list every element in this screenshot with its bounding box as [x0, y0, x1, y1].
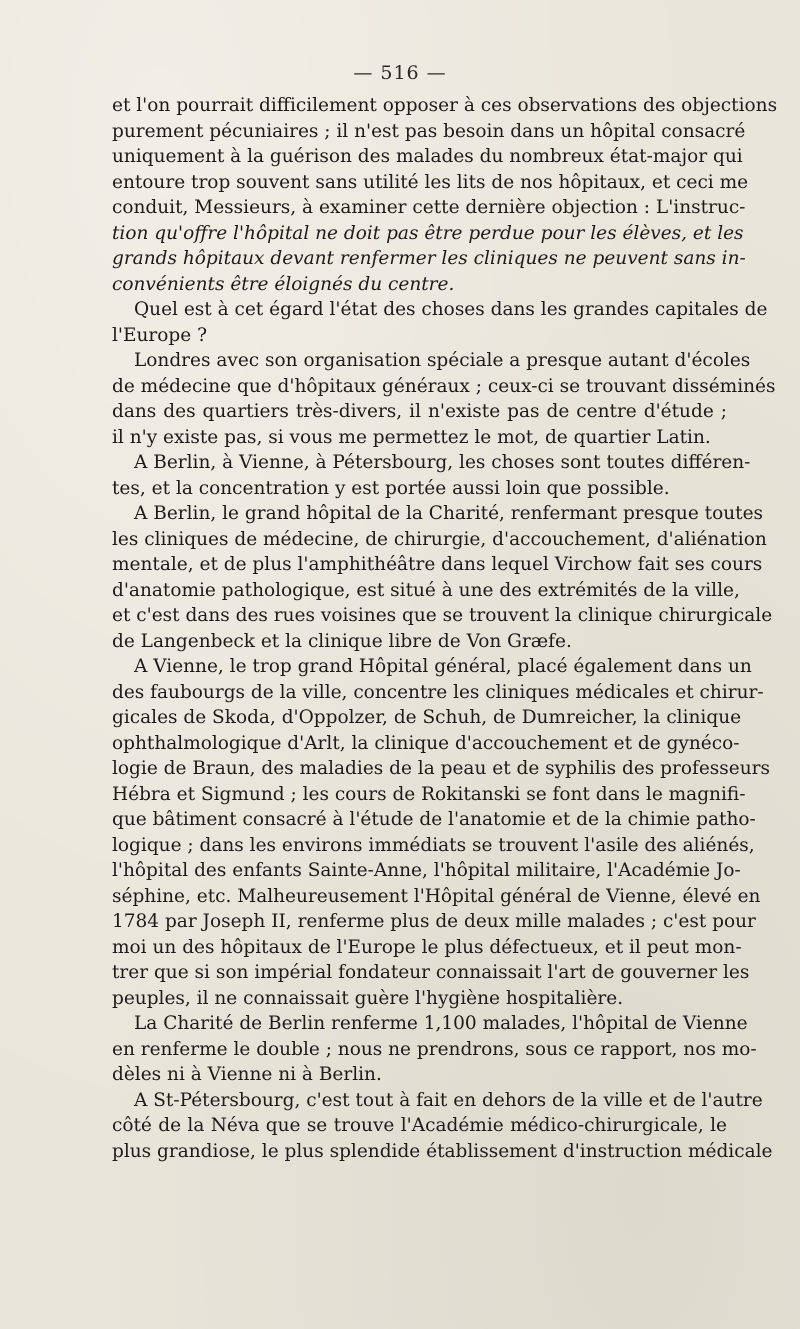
- text-line: et c'est dans des rues voisines que se trouvent la clinique chirurgicale: [112, 605, 773, 626]
- text-line: conduit, Messieurs, à examiner cette dernière objection : L'instruc-: [112, 197, 746, 218]
- text-line: Hébra et Sigmund ; les cours de Rokitanski se font dans le magnifi-: [112, 783, 746, 805]
- text-line: 1784 par Joseph II, renferme plus de deux mille malades ; c'est pour: [112, 911, 756, 932]
- text-line: ophthalmologique d'Arlt, la clinique d'accouchement et de gynéco-: [112, 732, 740, 754]
- text-line: d'anatomie pathologique, est situé à une des extrémités de la ville,: [112, 579, 740, 601]
- text-line: A Berlin, à Vienne, à Pétersbourg, les choses sont toutes différen-: [134, 452, 751, 473]
- text-line: tes, et la concentration y est portée aussi loin que possible.: [112, 477, 670, 499]
- text-line: dans des quartiers très-divers, il n'existe pas de centre d'étude ;: [112, 401, 727, 422]
- text-line: et l'on pourrait difficilement opposer à ces observations des objections: [112, 95, 778, 116]
- text-line: l'Europe ?: [112, 324, 207, 346]
- text-line: des faubourgs de la ville, concentre les cliniques médicales et chirur-: [112, 681, 764, 703]
- text-line: Quel est à cet égard l'état des choses dans les grandes capitales de: [134, 299, 768, 320]
- text-line: en renferme le double ; nous ne prendrons, sous ce rapport, nos mo-: [112, 1038, 757, 1060]
- text-line: A St-Pétersbourg, c'est tout à fait en dehors de la ville et de l'autre: [134, 1089, 763, 1111]
- text-line: Londres avec son organisation spéciale a presque autant d'écoles: [134, 350, 751, 371]
- text-line: de médecine que d'hôpitaux généraux ; ceux-ci se trouvant disséminés: [112, 375, 776, 397]
- text-line: trer que si son impérial fondateur connaissait l'art de gouverner les: [112, 962, 750, 983]
- text-line: l'hôpital des enfants Sainte-Anne, l'hôpital militaire, l'Académie Jo-: [112, 860, 741, 881]
- text-line: de Langenbeck et la clinique libre de Von Græfe.: [112, 630, 572, 652]
- text-line: côté de la Néva que se trouve l'Académie médico-chirurgicale, le: [112, 1115, 727, 1136]
- text-line: uniquement à la guérison des malades du nombreux état-major qui: [112, 146, 743, 167]
- text-line: les cliniques de médecine, de chirurgie, d'accouchement, d'aliénation: [112, 528, 767, 550]
- text-line: A Vienne, le trop grand Hôpital général, placé également dans un: [134, 656, 752, 677]
- text-line: mentale, et de plus l'amphithéâtre dans lequel Virchow fait ses cours: [112, 554, 763, 575]
- text-line: purement pécuniaires ; il n'est pas besoin dans un hôpital consacré: [112, 120, 746, 142]
- text-line: moi un des hôpitaux de l'Europe le plus défectueux, et il peut mon-: [112, 936, 742, 958]
- body-text: [112, 93, 778, 1164]
- text-line: La Charité de Berlin renferme 1,100 malades, l'hôpital de Vienne: [134, 1013, 748, 1034]
- text-line: gicales de Skoda, d'Oppolzer, de Schuh, de Dumreicher, la clinique: [112, 707, 742, 728]
- text-line: logique ; dans les environs immédiats se trouvent l'asile des aliénés,: [112, 834, 755, 856]
- text-line: que bâtiment consacré à l'étude de l'anatomie et de la chimie patho-: [112, 809, 756, 830]
- text-line: grands hôpitaux devant renfermer les cliniques ne peuvent sans in-: [112, 248, 746, 269]
- text-line: convénients être éloignés du centre.: [112, 273, 455, 295]
- page-number: — 516 —: [353, 62, 447, 84]
- text-line: entoure trop souvent sans utilité les lits de nos hôpitaux, et ceci me: [112, 171, 749, 193]
- text-line: séphine, etc. Malheureusement l'Hôpital général de Vienne, élevé en: [112, 885, 761, 907]
- text-line: tion qu'offre l'hôpital ne doit pas être perdue pour les élèves, et les: [112, 222, 744, 244]
- text-line: logie de Braun, des maladies de la peau et de syphilis des professeurs: [112, 758, 770, 779]
- text-line: il n'y existe pas, si vous me permettez le mot, de quartier Latin.: [112, 426, 711, 448]
- text-line: A Berlin, le grand hôpital de la Charité, renfermant presque toutes: [134, 503, 764, 524]
- text-line: peuples, il ne connaissait guère l'hygiène hospitalière.: [112, 987, 624, 1009]
- text-line: plus grandiose, le plus splendide établissement d'instruction médicale: [112, 1140, 773, 1162]
- text-line: dèles ni à Vienne ni à Berlin.: [112, 1064, 382, 1085]
